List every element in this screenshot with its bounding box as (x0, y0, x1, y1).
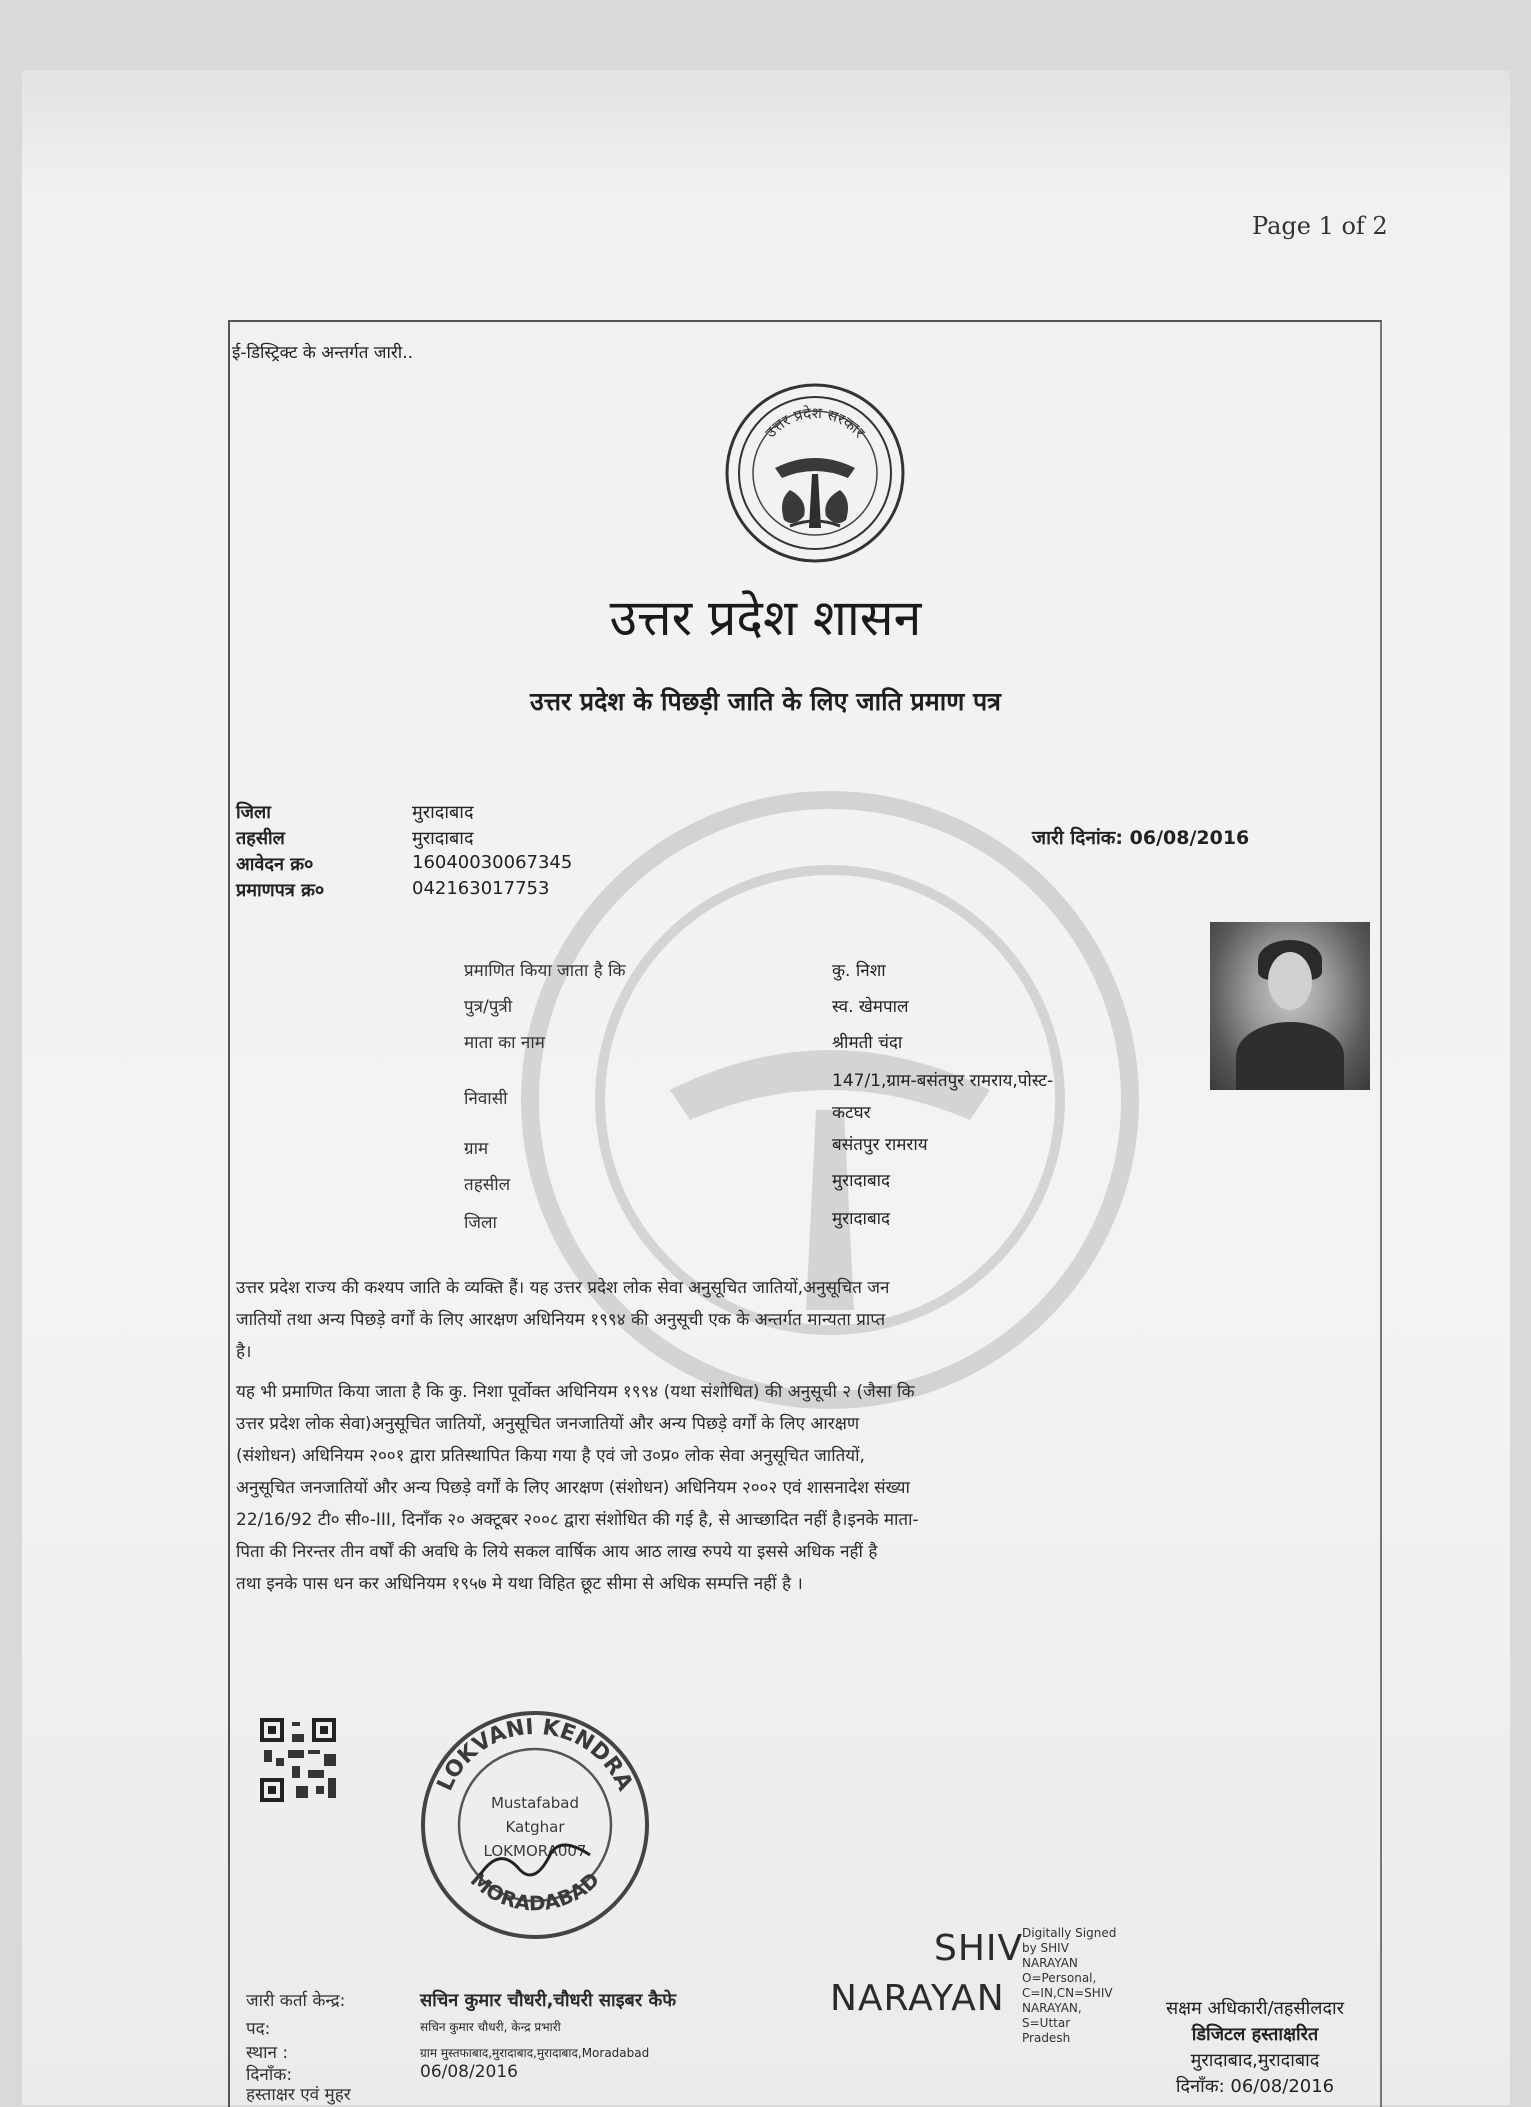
detail-value-village: बसंतपुर रामराय (832, 1135, 928, 1155)
government-title: उत्तर प्रदेश शासन (609, 589, 922, 647)
detail-label-village: ग्राम (464, 1139, 489, 1159)
signer-name-line1: SHIV (934, 1928, 1024, 1969)
paragraph-creamy-layer (236, 1376, 1346, 1600)
issue-date-value: 06/08/2016 (1129, 827, 1250, 849)
date-label: दिनाँक: (246, 2065, 293, 2085)
paragraph-line: उत्तर प्रदेश राज्य की कश्यप जाति के व्यक्ति हैं। यह उत्तर प्रदेश लोक सेवा अनुसूचित जातियों,अनुसूचित जन (236, 1278, 890, 1298)
seal-line1: Mustafabad (490, 1794, 580, 1812)
officer-designation: सक्षम अधिकारी/तहसीलदार (1165, 1998, 1345, 2019)
paragraph-line: यह भी प्रमाणित किया जाता है कि कु. निशा पूर्वोक्त अधिनियम १९९४ (यथा संशोधित) की अनुसूची २ (जैसा कि (236, 1382, 915, 1402)
sig-detail: S=Uttar (1022, 2016, 1071, 2030)
meta-value-application-no: 16040030067345 (412, 852, 573, 873)
detail-label-tehsil: तहसील (464, 1175, 511, 1195)
post-label: पद: (246, 2019, 271, 2039)
detail-value-district: मुरादाबाद (832, 1209, 891, 1229)
issuer-label: जारी कर्ता केन्द्र: (246, 1991, 346, 2011)
meta-label-application-no: आवेदन क्र० (236, 854, 314, 875)
detail-value-mother: श्रीमती चंदा (832, 1033, 903, 1053)
digital-signature-details (1022, 1926, 1116, 2046)
officer-date-value: 06/08/2016 (1230, 2076, 1335, 2097)
up-government-emblem-icon (720, 378, 910, 568)
place-value: ग्राम मुस्तफाबाद,मुरादाबाद,मुरादाबाद,Moradabad (420, 2046, 650, 2060)
svg-text:LOKVANI KENDRA (433, 1715, 638, 1795)
detail-label-district: जिला (464, 1213, 497, 1233)
seal-line2: Katghar (505, 1818, 565, 1836)
paragraph-caste (236, 1272, 1346, 1368)
emblem-ring-text: उत्तर प्रदेश सरकार (761, 403, 869, 442)
seal-line3: LOKMORA007 (483, 1842, 587, 1860)
qr-code-icon (256, 1714, 340, 1806)
detail-label-child-of: पुत्र/पुत्री (464, 997, 513, 1017)
post-value: सचिन कुमार चौधरी, केन्द्र प्रभारी (420, 2020, 561, 2034)
paragraph-line: पिता की निरन्तर तीन वर्षों की अवधि के लिये सकल वार्षिक आय आठ लाख रुपये या इससे अधिक नहीं है (236, 1542, 878, 1562)
sig-detail: Pradesh (1022, 2031, 1071, 2045)
seal-ring-bottom: MORADABAD (465, 1867, 605, 1916)
paragraph-line: तथा इनके पास धन कर अधिनियम १९५७ मे यथा विहित छूट सीमा से अधिक सम्पत्ति नहीं है । (236, 1574, 803, 1594)
sig-detail: NARAYAN (1022, 1956, 1078, 1970)
meta-value-district: मुरादाबाद (412, 802, 474, 823)
seal-ring-top: LOKVANI KENDRA (432, 1714, 638, 1795)
meta-value-certificate-no: 042163017753 (412, 878, 550, 899)
officer-date (1130, 2074, 1380, 2098)
paragraph-line: है। (236, 1342, 252, 1362)
sig-detail: by SHIV (1022, 1941, 1069, 1955)
paragraph-line: (संशोधन) अधिनियम २००१ द्वारा प्रतिस्थापित किया गया है एवं जो उ०प्र० लोक सेवा अनुसूचित जातियों, (236, 1446, 865, 1466)
digitally-signed-label: डिजिटल हस्ताक्षरित (1191, 2024, 1319, 2045)
issue-date-label: जारी दिनांक: (1032, 827, 1123, 849)
sig-detail: NARAYAN, (1022, 2001, 1082, 2015)
paragraph-line: 22/16/92 टी० सी०-III, दिनाँक २० अक्टूबर २००८ द्वारा संशोधित की गई है, से आच्छादित नहीं है।इनके माता- (236, 1510, 919, 1530)
bleed-through-strip (320, 122, 1220, 152)
svg-text:उत्तर प्रदेश सरकार (762, 404, 870, 442)
lokvani-kendra-seal-icon (410, 1700, 660, 1950)
meta-label-tehsil: तहसील (236, 828, 285, 849)
officer-date-label: दिनाँक: (1175, 2076, 1225, 2097)
paragraph-line: उत्तर प्रदेश लोक सेवा)अनुसूचित जातियों, अनुसूचित जनजातियों और अन्य पिछड़े वर्गों के लिए आरक्षण (236, 1414, 860, 1434)
signer-name-line2: NARAYAN (830, 1978, 1005, 2019)
detail-value-tehsil: मुरादाबाद (832, 1171, 891, 1191)
detail-label-mother: माता का नाम (464, 1033, 545, 1053)
sig-detail: O=Personal, (1022, 1971, 1097, 1985)
issuer-value: सचिन कुमार चौधरी,चौधरी साइबर कैफे (420, 1990, 677, 2011)
detail-label-resident: निवासी (464, 1089, 508, 1109)
page-number: Page 1 of 2 (1252, 212, 1388, 240)
detail-value-name: कु. निशा (832, 961, 886, 981)
meta-label-district: जिला (236, 802, 271, 823)
place-label: स्थान : (246, 2043, 289, 2063)
detail-label-certified: प्रमाणित किया जाता है कि (464, 961, 626, 981)
detail-value-address-line2: कटघर (832, 1103, 871, 1123)
signature-seal-label: हस्ताक्षर एवं मुहर (246, 2085, 351, 2105)
detail-value-address: 147/1,ग्राम-बसंतपुर रामराय,पोस्ट- (832, 1071, 1054, 1091)
sig-detail: C=IN,CN=SHIV (1022, 1986, 1113, 2000)
applicant-photo (1210, 922, 1370, 1090)
paragraph-line: जातियों तथा अन्य पिछड़े वर्गों के लिए आरक्षण अधिनियम १९९४ की अनुसूची एक के अन्तर्गत मान्यता प्राप्त (236, 1310, 886, 1330)
meta-label-certificate-no: प्रमाणपत्र क्र० (236, 880, 325, 901)
paragraph-line: अनुसूचित जनजातियों और अन्य पिछड़े वर्गों के लिए आरक्षण (संशोधन) अधिनियम २००२ एवं शासनादेश संख्या (236, 1478, 910, 1498)
detail-value-father: स्व. खेमपाल (832, 997, 909, 1017)
officer-location: मुरादाबाद,मुरादाबाद (1190, 2050, 1320, 2071)
date-value: 06/08/2016 (420, 2062, 518, 2082)
certificate-title: उत्तर प्रदेश के पिछड़ी जाति के लिए जाति प्रमाण पत्र (530, 687, 1001, 716)
meta-value-tehsil: मुरादाबाद (412, 828, 474, 849)
issue-date (1032, 824, 1249, 850)
sig-detail: Digitally Signed (1022, 1926, 1117, 1940)
issued-under-label: ई-डिस्ट्रिक्ट के अन्तर्गत जारी.. (232, 343, 414, 363)
